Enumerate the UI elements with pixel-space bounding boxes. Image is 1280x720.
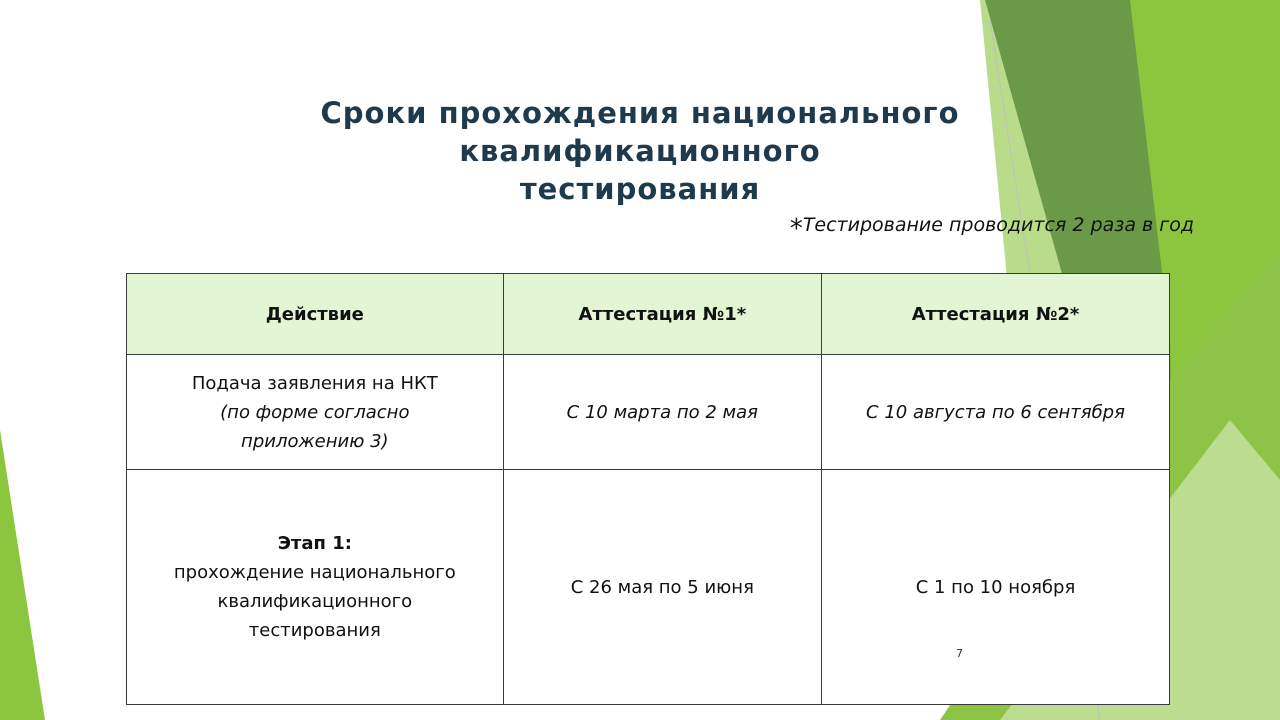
header-attestation-2: Аттестация №2*	[822, 274, 1170, 355]
frequency-note	[790, 214, 1194, 244]
row1-action-cell	[127, 355, 504, 470]
row2-action-line2: прохождение национального	[173, 562, 456, 583]
row2-action-line4: тестирования	[248, 620, 381, 641]
table-row	[127, 470, 1170, 705]
schedule-table	[126, 273, 1170, 705]
facet-left-green	[0, 430, 45, 720]
header-attestation-1: Аттестация №1*	[503, 274, 821, 355]
table-header-row	[127, 274, 1170, 355]
row1-action-line3: приложению 3)	[241, 430, 389, 452]
row2-attestation-2: С 1 по 10 ноября	[822, 470, 1170, 705]
table-row	[127, 355, 1170, 470]
row2-attestation-1: С 26 мая по 5 июня	[503, 470, 821, 705]
page-number: 7	[956, 647, 963, 660]
row1-attestation-2: С 10 августа по 6 сентября	[822, 355, 1170, 470]
row1-attestation-1: С 10 марта по 2 мая	[503, 355, 821, 470]
row1-action-line1: Подача заявления на НКТ	[191, 372, 438, 394]
note-text: Тестирование проводится 2 раза в год	[802, 214, 1194, 236]
title-line-2: тестирования	[519, 172, 761, 206]
title-line-1: Сроки прохождения национального квалификационного	[320, 96, 960, 168]
slide-title	[140, 94, 1140, 208]
row2-action-line3: квалификационного	[217, 591, 413, 612]
row2-action-cell	[127, 470, 504, 705]
row1-action-line2: (по форме согласно	[220, 401, 410, 423]
row2-action-line1: Этап 1:	[277, 533, 352, 554]
note-asterisk: *	[789, 214, 803, 244]
header-action: Действие	[127, 274, 504, 355]
